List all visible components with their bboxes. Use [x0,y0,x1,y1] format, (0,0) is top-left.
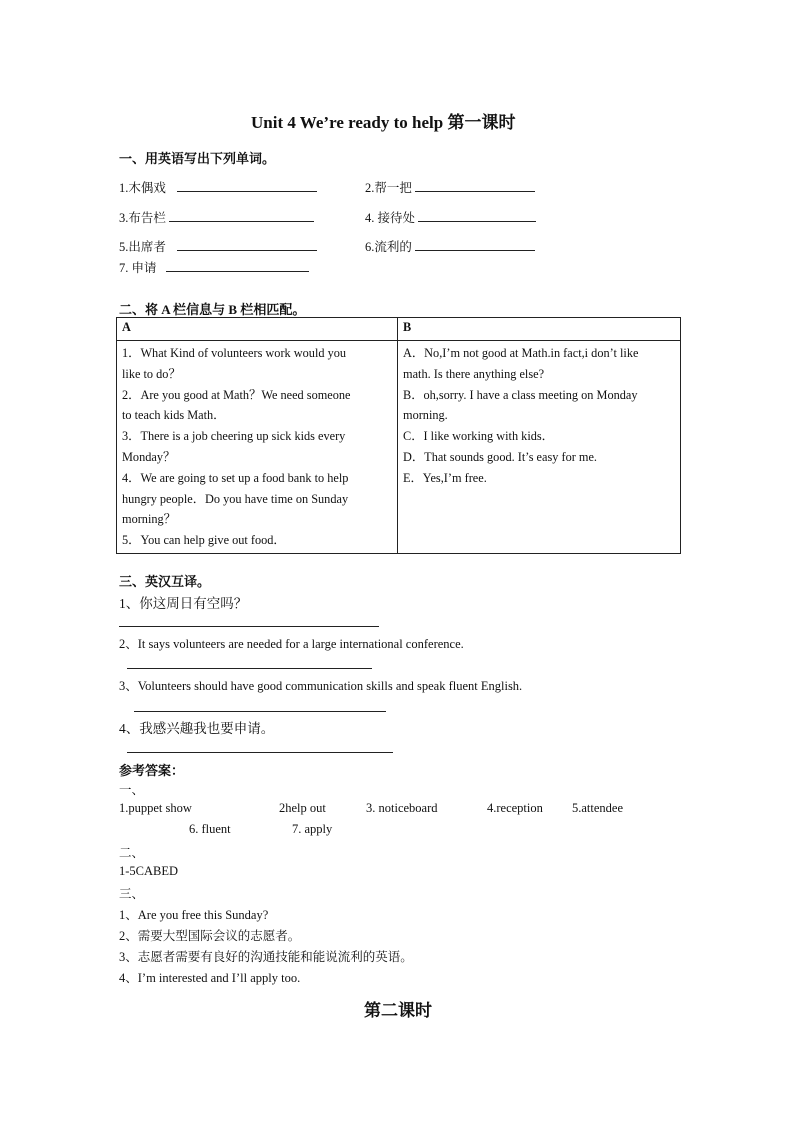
answers-part2-label: 二、 [119,846,145,860]
column-b-line: morning. [403,408,448,423]
translation-item-1: 1、你这周日有空吗？ [119,596,248,611]
answers-part1-label: 一、 [119,783,145,797]
vocab-item-2 [365,178,535,196]
column-a-line: hungry people．Do you have time on Sunday [122,491,349,506]
column-a-line: 4．We are going to set up a food bank to help [122,470,349,485]
column-b-line: D．That sounds good. It’s easy for me. [403,449,597,464]
answer-line-2[interactable] [127,668,372,669]
matching-table [116,317,681,554]
answer-6: 6. fluent [189,822,231,836]
vocab-item-6 [365,237,535,255]
answer-7: 7. apply [292,822,333,836]
answers-part3-label: 三、 [119,887,145,901]
section2-heading: 二、将 A 栏信息与 B 栏相匹配。 [119,302,306,317]
vocab-blank-1[interactable] [177,178,317,192]
matching-table-header-row [117,318,681,341]
column-b-line: C．I like working with kids． [403,429,554,444]
answer-translation-4: 4、I’m interested and I’ll apply too. [119,971,301,985]
vocab-blank-3[interactable] [169,208,314,222]
column-a-line: 1．What Kind of volunteers work would you [122,346,347,360]
answer-3: 3. noticeboard [366,801,438,815]
answer-line-1[interactable] [119,626,379,627]
column-b-line: B．oh,sorry. I have a class meeting on Monday [403,387,638,402]
vocab-item-7 [119,258,309,276]
answer-2: 2help out [279,801,326,815]
matching-table-body-row [117,341,681,554]
vocab-item-6-label: 6.流利的 [365,240,412,254]
vocab-blank-7[interactable] [166,258,309,272]
column-a-line: morning？ [122,512,176,527]
vocab-blank-6[interactable] [415,237,535,251]
vocab-item-7-label: 7. 申请 [119,261,157,275]
vocab-item-1 [119,178,317,196]
answers-heading: 参考答案： [119,763,185,778]
translation-item-2: 2、It says volunteers are needed for a large international conference. [119,637,464,651]
answer-5: 5.attendee [572,801,624,815]
vocab-blank-5[interactable] [177,237,317,251]
column-a-cell [117,341,398,554]
vocab-item-2-label: 2.帮一把 [365,181,412,195]
answer-line-3[interactable] [134,711,386,712]
answers-part2-text: 1-5CABED [119,864,179,878]
column-b-line: E．Yes,I’m free. [403,470,487,485]
vocab-item-1-label: 1.木偶戏 [119,181,166,195]
answer-4: 4.reception [487,801,543,815]
answer-translation-1: 1、Are you free this Sunday? [119,908,269,922]
answer-translation-2: 2、需要大型国际会议的志愿者。 [119,929,301,943]
column-a-line: to teach kids Math． [122,408,226,423]
column-b-header: B [398,318,681,341]
column-b-line: A．No,I’m not good at Math.in fact,i don’t like [403,346,639,360]
vocab-blank-2[interactable] [415,178,535,192]
vocab-item-4 [365,208,536,226]
vocab-item-5-label: 5.出席者 [119,240,166,254]
column-a-line: 5．You can help give out food． [122,533,286,548]
column-a-header: A [117,318,398,341]
column-a-line: Monday？ [122,449,176,464]
vocab-blank-4[interactable] [418,208,536,222]
translation-item-3: 3、Volunteers should have good communication skills and speak fluent English. [119,679,523,693]
answer-translation-3: 3、志愿者需要有良好的沟通技能和能说流利的英语。 [119,950,413,964]
vocab-item-5 [119,237,317,255]
answer-1: 1.puppet show [119,801,192,815]
vocab-item-3-label: 3.布告栏 [119,211,166,225]
column-a-line: 2．Are you good at Math？We need someone [122,387,351,402]
page-title: Unit 4 We’re ready to help 第一课时 [251,113,516,132]
next-lesson-title: 第二课时 [364,1001,432,1020]
column-a-line: 3．There is a job cheering up sick kids every [122,429,346,444]
section3-heading: 三、英汉互译。 [119,574,211,589]
section1-heading: 一、用英语写出下列单词。 [119,151,276,166]
column-b-line: math. Is there anything else? [403,366,545,381]
answer-line-4[interactable] [127,752,393,753]
vocab-item-4-label: 4. 接待处 [365,211,416,225]
column-a-line: like to do？ [122,366,181,381]
vocab-item-3 [119,208,314,226]
translation-item-4: 4、我感兴趣我也要申请。 [119,721,275,736]
column-b-cell [398,341,681,554]
